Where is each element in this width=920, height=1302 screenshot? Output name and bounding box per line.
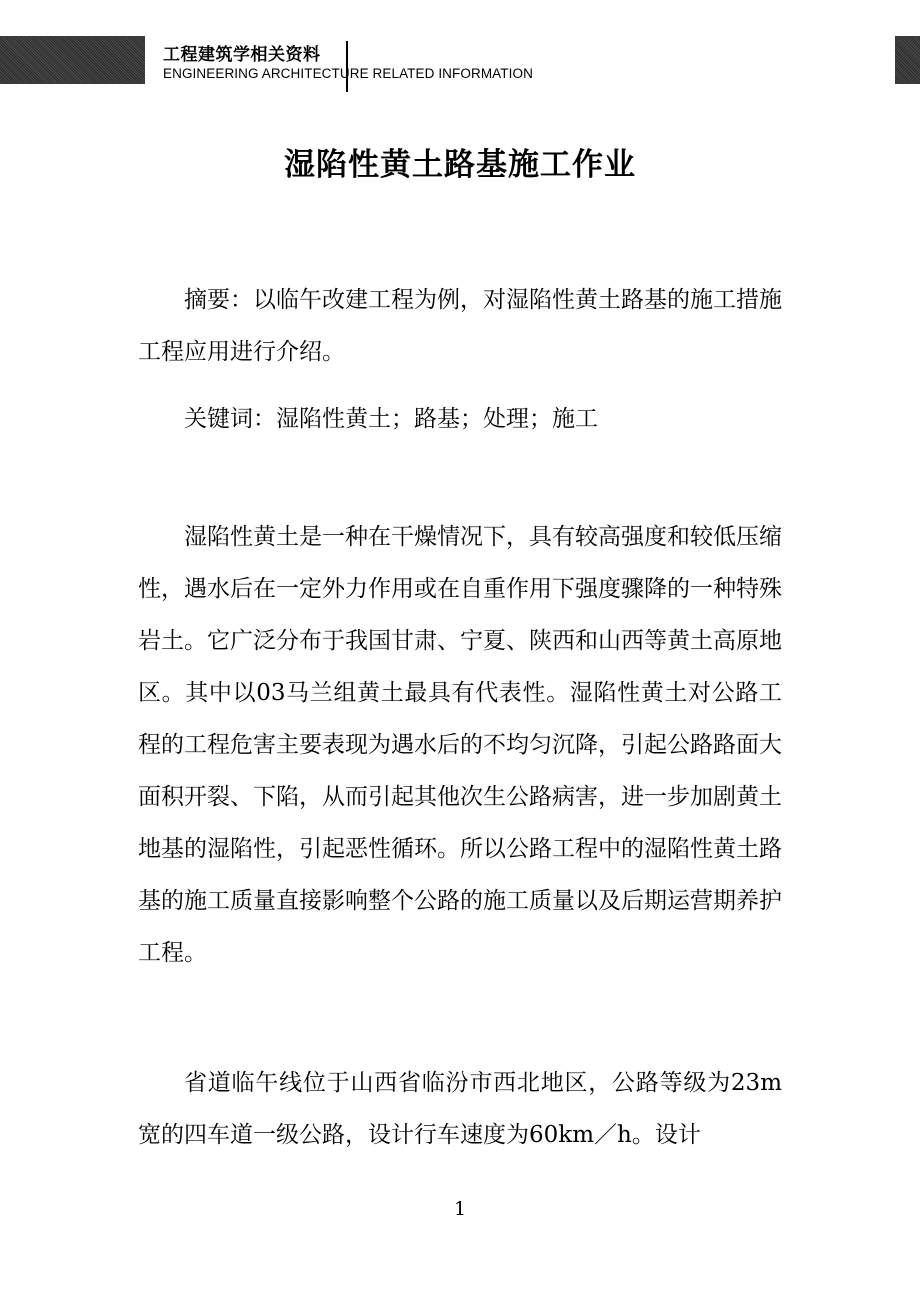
header-title-cn: 工程建筑学相关资料 — [163, 45, 321, 65]
body-paragraph: 湿陷性黄土是一种在干燥情况下，具有较高强度和较低压缩性，遇水后在一定外力作用或在自重作用下强度骤降的一种特殊岩土。它广泛分布于我国甘肃、宁夏、陕西和山西等黄土高原地区。其中以03马兰组黄土最具有代表性。湿陷性黄土对公路工程的工程危害主要表现为遇水后的不均匀沉降，引起公路路面大面积开裂、下陷，从而引起其他次生公路病害，进一步加剧黄土地基的湿陷性，引起恶性循环。所以公路工程中的湿陷性黄土路基的施工质量直接影响整个公路的施工质量以及后期运营期养护工程。 — [138, 524, 782, 966]
keywords-paragraph: 关键词：湿陷性黄土；路基；处理；施工 — [184, 406, 598, 432]
header-decor-bar-left — [0, 36, 145, 84]
header-decor-bar-right — [895, 36, 920, 84]
header-title-en: ENGINEERING ARCHITECTURE RELATED INFORMATION — [163, 66, 533, 81]
abstract-paragraph: 摘要：以临午改建工程为例，对湿陷性黄土路基的施工措施工程应用进行介绍。 — [138, 287, 782, 365]
document-title: 湿陷性黄土路基施工作业 — [284, 147, 636, 183]
page-number: 1 — [453, 1198, 467, 1220]
body-paragraph: 省道临午线位于山西省临汾市西北地区，公路等级为23m宽的四车道一级公路，设计行车速度为60km／h。设计 — [138, 1070, 782, 1148]
